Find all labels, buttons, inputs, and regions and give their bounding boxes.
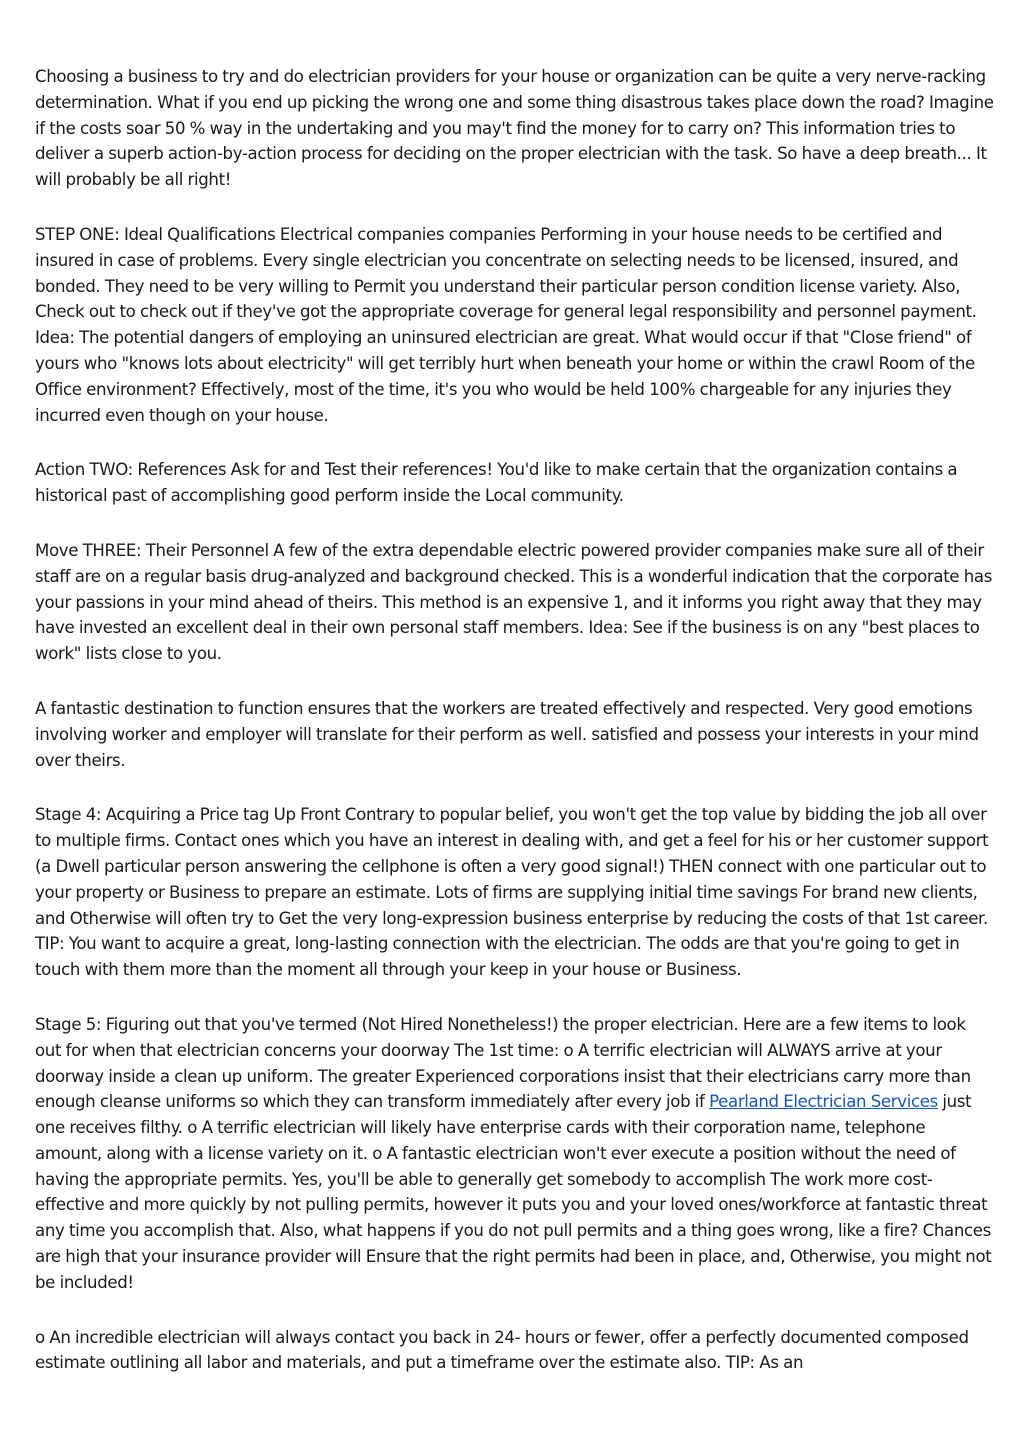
stage-five-text-after: just one receives filthy. o A terrific electrician will likely have enterprise cards with their corporation name, telephone amount, along with a license variety on it. o A fantastic electrician won't ever execute a position without the need of having the appropriate permits. Yes, you'll be able to generally get somebody to accomplish The work more cost-effective and more quickly by not pulling permits, however it puts you and your loved ones/workforce at fantastic threat any time you accomplish that. Also, what happens if you do not pull permits and a thing goes wrong, like a fire? Chances are high that your insurance provider will Ensure that the right permits had been in place, and, Otherwise, you might not be included! (35, 1092, 992, 1292)
final-paragraph: o An incredible electrician will always contact you back in 24- hours or fewer, offer a perfectly documented composed estimate outlining all labor and materials, and put a timeframe over the estimate also. TIP: As an (35, 1327, 969, 1373)
pearland-electrician-services-link[interactable]: Pearland Electrician Services (709, 1092, 938, 1112)
document-body (35, 64, 995, 1405)
workplace-paragraph: A fantastic destination to function ensures that the workers are treated effectively and respected. Very good emotions involving worker and employer will translate for their perform as well. satisfied and possess your interests in your mind over theirs. (35, 698, 979, 770)
step-three-paragraph: Move THREE: Their Personnel A few of the extra dependable electric powered provider companies make sure all of their staff are on a regular basis drug-analyzed and background checked. This is a wonderful indication that the corporate has your passions in your mind ahead of theirs. This method is an expensive 1, and it informs you right away that they may have invested an excellent deal in their own personal staff members. Idea: See if the business is on any "best places to work" lists close to you. (35, 540, 993, 664)
step-one-paragraph: STEP ONE: Ideal Qualifications Electrical companies companies Performing in your house needs to be certified and insured in case of problems. Every single electrician you concentrate on selecting needs to be licensed, insured, and bonded. They need to be very willing to Permit you understand their particular person condition license variety. Also, Check out to check out if they've got the appropriate coverage for general legal responsibility and personnel payment. Idea: The potential dangers of employing an uninsured electrician are great. What would occur if that "Close friend" of yours who "knows lots about electricity" will get terribly hurt when beneath your home or within the crawl Room of the Office environment? Effectively, most of the time, it's you who would be held 100% chargeable for any injuries they incurred even though on your house. (35, 224, 977, 425)
step-two-paragraph: Action TWO: References Ask for and Test their references! You'd like to make certain that the organization contains a historical past of accomplishing good perform inside the Local community. (35, 460, 958, 506)
stage-five-text-before: Stage 5: Figuring out that you've termed (Not Hired Nonetheless!) the proper electrician. Here are a few items to look out for when that electrician concerns your doorway The 1st time: o A terrific electrician will ALWAYS arrive at your doorway inside a clean up uniform. The greater Experienced corporations insist that their electricians carry more than enough cleanse uniforms so which they can transform immediately after every job if (35, 1014, 971, 1112)
stage-five-paragraph (35, 1012, 995, 1296)
intro-paragraph: Choosing a business to try and do electrician providers for your house or organization can be quite a very nerve-racking determination. What if you end up picking the wrong one and some thing disastrous takes place down the road? Imagine if the costs soar 50 % way in the undertaking and you may't find the money for to carry on? This information tries to deliver a superb action-by-action process for deciding on the proper electrician with the task. So have a deep breath... It will probably be all right! (35, 67, 994, 190)
stage-four-paragraph: Stage 4: Acquiring a Price tag Up Front Contrary to popular belief, you won't get the top value by bidding the job all over to multiple firms. Contact ones which you have an interest in dealing with, and get a feel for his or her customer support (a Dwell particular person answering the cellphone is often a very good signal!) THEN connect with one particular out to your property or Business to prepare an estimate. Lots of firms are supplying initial time savings For brand new clients, and Otherwise will often try to Get the very long-expression business enterprise by reducing the costs of that 1st career. TIP: You want to acquire a great, long-lasting connection with the electrician. The odds are that you're going to get in touch with them more than the moment all through your keep in your house or Business. (35, 805, 989, 980)
